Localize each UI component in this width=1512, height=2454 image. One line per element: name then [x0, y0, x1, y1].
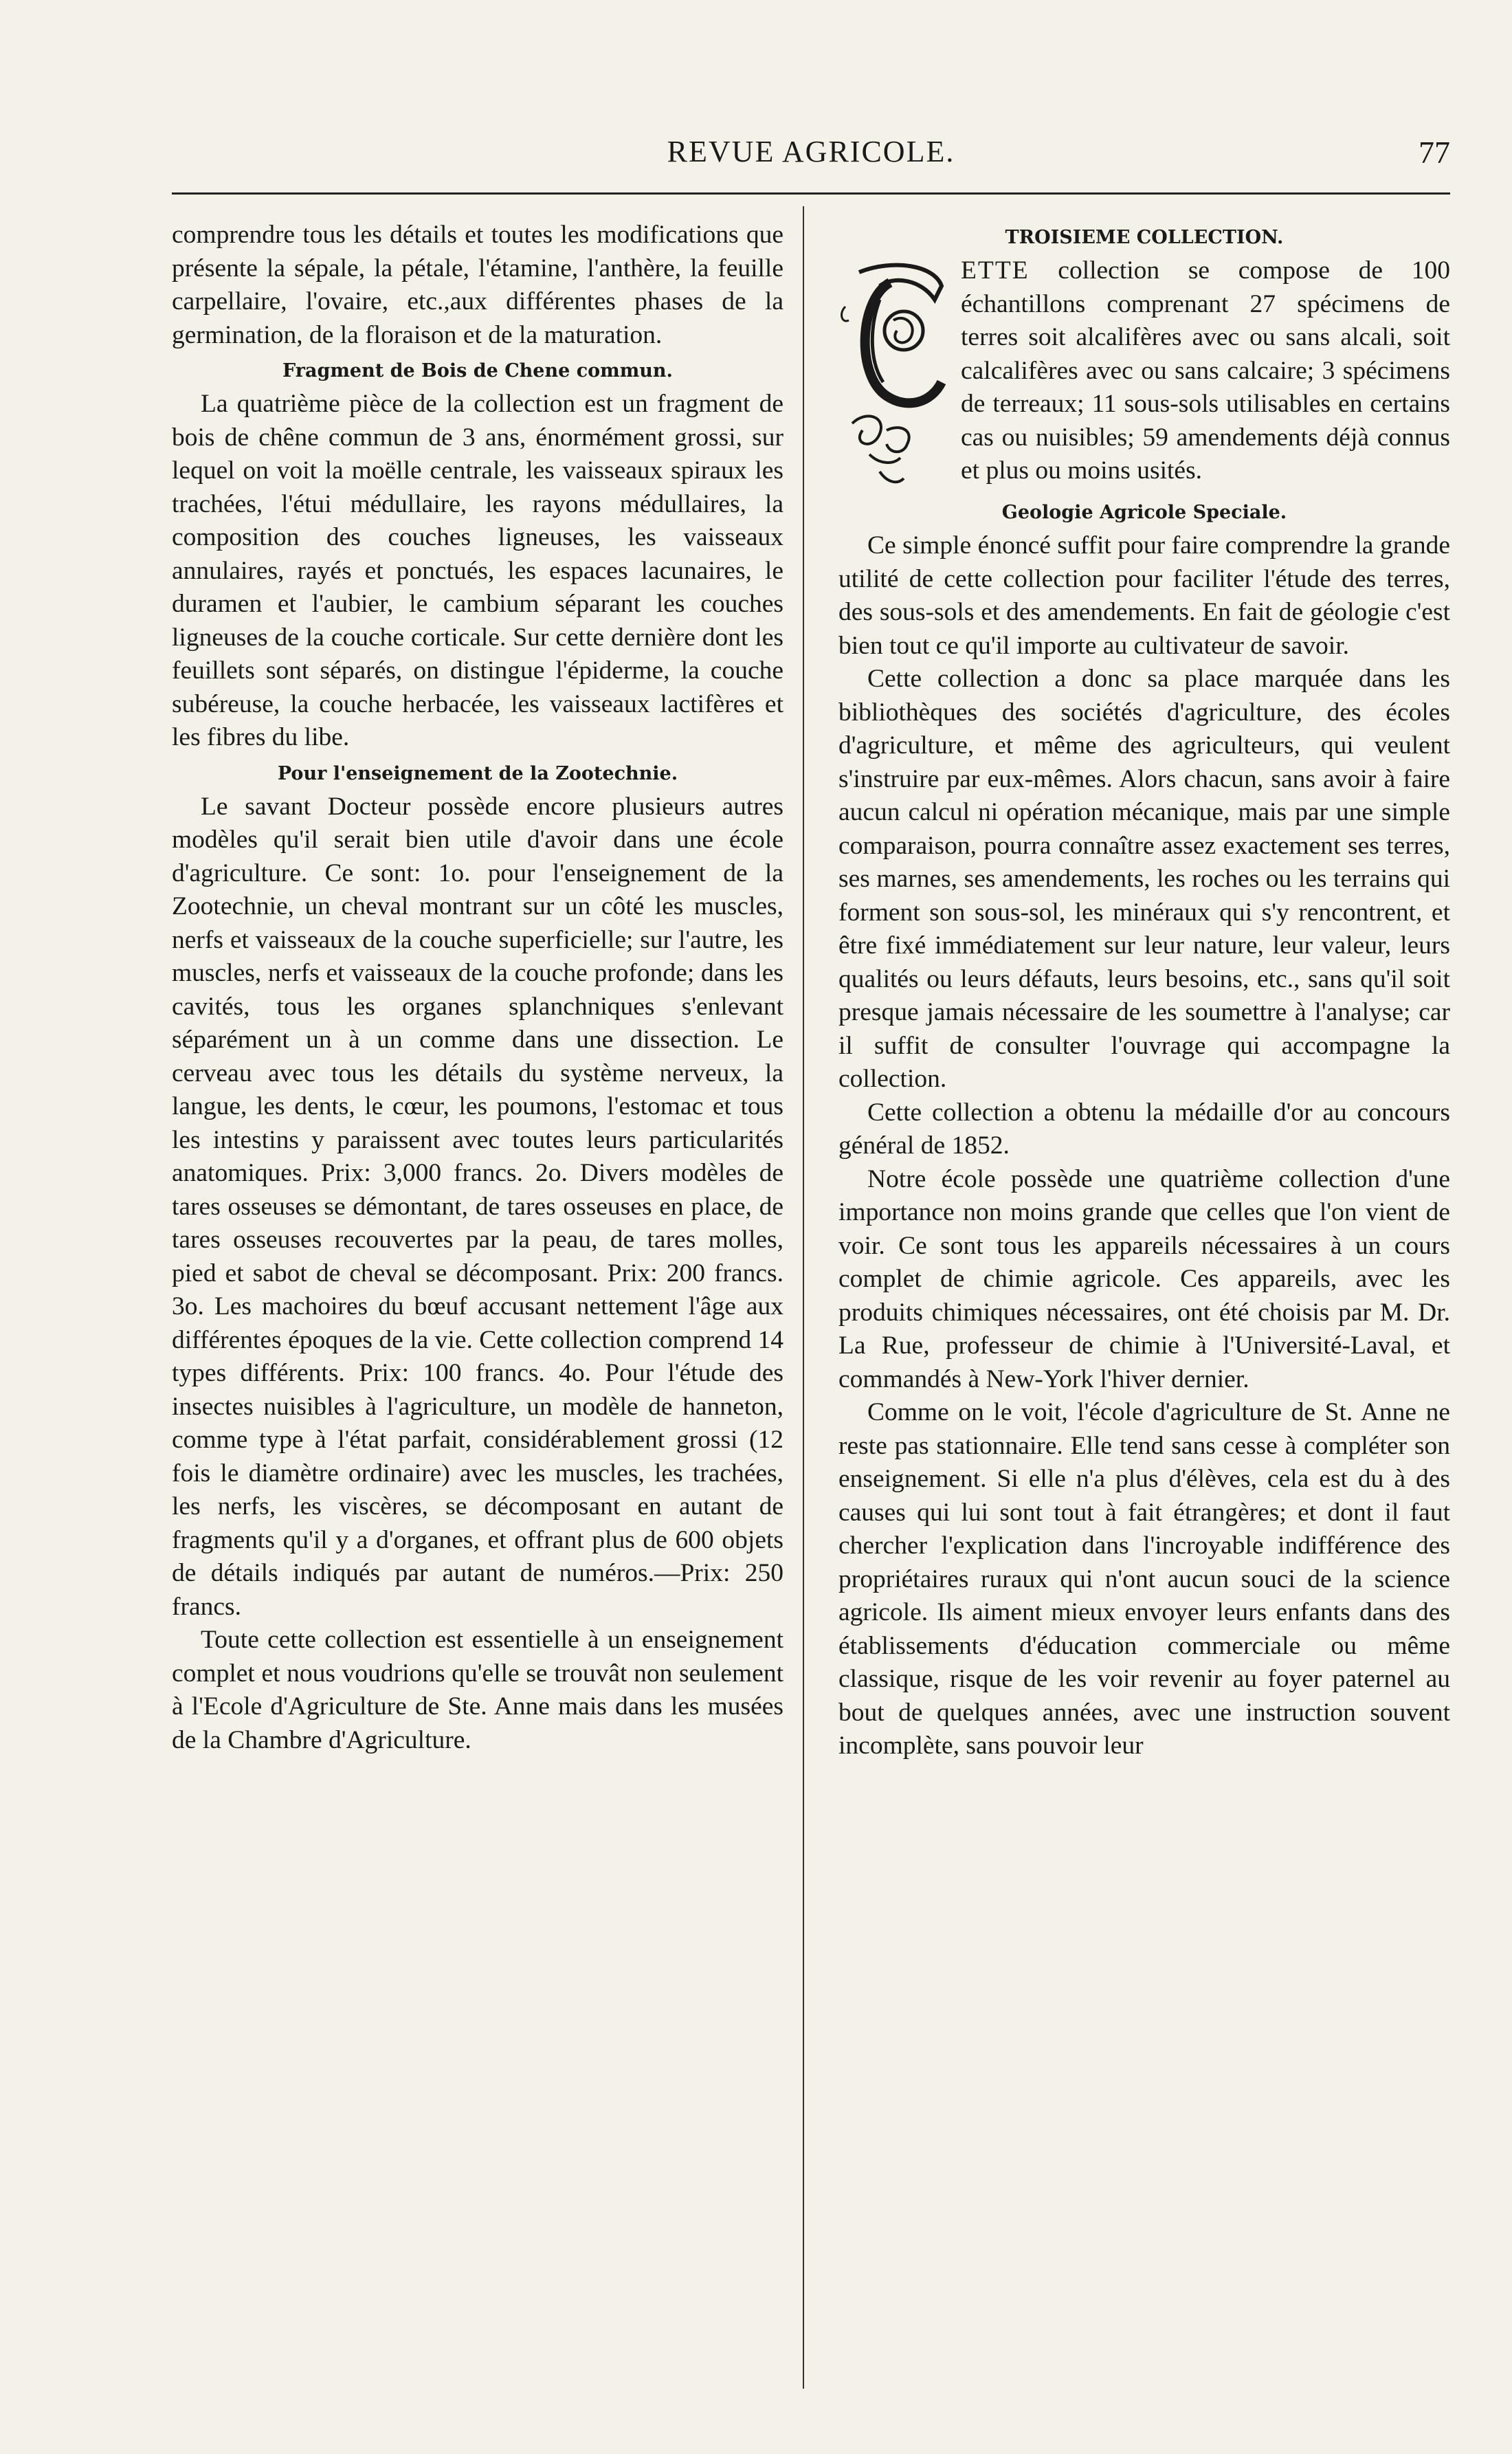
paragraph: Comme on le voit, l'école d'agriculture de St. Anne ne reste pas stationnaire. Elle tend sans cesse à compléter son enseignement. Si elle n'a plus d'élèves, cela est du à des causes qui lui sont tout à fait étrangères; et dont il faut chercher l'explication dans l'incroyable indifférence des propriétaires ruraux qui n'ont aucun souci de la science agricole. Ils aiment mieux envoyer leurs enfants dans des établissements d'éducation commerciale ou même classique, risque de les voir revenir au foyer paternel au bout de quelques années, avec une instruction souvent incomplète, sans pouvoir leur: [838, 1398, 1450, 1760]
section-heading: Fragment de Bois de Chene commun.: [282, 360, 673, 382]
section-heading: Pour l'enseignement de la Zootechnie.: [277, 762, 678, 784]
right-column: [838, 219, 1450, 1763]
paragraph: Ce simple énoncé suffit pour faire comprendre la grande utilité de cette collection pour faciliter l'étude des terres, des sous-sols et des amendements. En fait de géologie c'est bien tout ce qu'il importe au cultivateur de savoir.: [838, 531, 1450, 660]
page-header: [172, 134, 1450, 182]
left-column: [172, 219, 783, 1757]
page-number: 77: [1419, 135, 1450, 170]
paragraph-text: collection se compose de 100 échantillons comprenant 27 spécimens de terres soit alcalifères avec ou sans alcali, soit calcalifères avec ou sans calcaire; 3 spécimens de terreaux; 11 sous-sols utilisables en certains cas ou nuisibles; 59 amendements déjà connus et plus ou moins usités.: [961, 256, 1450, 485]
running-title: REVUE AGRICOLE.: [667, 135, 955, 168]
paragraph: Notre école possède une quatrième collection d'une importance non moins grande que celles que l'on vient de voir. Ce sont tous les appareils nécessaires à un cours complet de chimie agricole. Ces appareils, avec les produits chimiques nécessaires, ont été choisis par M. Dr. La Rue, professeur de chimie à l'Université-Laval, et commandés à New-York l'hiver dernier.: [838, 1164, 1450, 1393]
paragraph: Le savant Docteur possède encore plusieurs autres modèles qu'il serait bien utile d'avoir dans une école d'agriculture. Ce sont: 1o. pour l'enseignement de la Zootechnie, un cheval montrant sur un côté les muscles, nerfs et vaisseaux de la couche superficielle; sur l'autre, les muscles, nerfs et vaisseaux de la couche profonde; dans les cavités, tous les organes splanchniques s'enlevant séparément un à un comme dans une dissection. Le cerveau avec tous les détails du système nerveux, la langue, les dents, le cœur, les poumons, l'estomac et tous les intestins y paraissent avec toutes leurs particularités anatomiques. Prix: 3,000 francs. 2o. Divers modèles de tares osseuses se démontant, de tares osseuses en place, de tares osseuses recouvertes par la peau, de tares molles, pied et sabot de cheval se décomposant. Prix: 200 francs. 3o. Les machoires du bœuf accusant nettement l'âge aux différentes époques de la vie. Cette collection comprend 14 types différents. Prix: 100 francs. 4o. Pour l'étude des insectes nuisibles à l'agriculture, un modèle de hanneton, comme type à l'état parfait, considérablement grossi (12 fois le diamètre ordinaire) avec les muscles, les trachées, les nerfs, les viscères, se décomposant en autant de fragments qu'il y a d'organes, et offrant plus de 600 objets de détails indiqués par autant de numéros.—Prix: 250 francs.: [172, 792, 783, 1621]
column-divider: [803, 206, 804, 2389]
paragraph: Cette collection a obtenu la médaille d'or au concours général de 1852.: [838, 1098, 1450, 1160]
first-word: ETTE: [961, 256, 1030, 285]
paragraph: Cette collection a donc sa place marquée dans les bibliothèques des sociétés d'agriculture, des écoles d'agriculture, et même des agriculteurs, qui veulent s'instruire par eux-mêmes. Alors chacun, sans avoir à faire aucun calcul ni opération mécanique, mais par une simple comparaison, pourra connaître assez exactement ses terres, ses marnes, ses amendements, les roches ou les terrains qui forment son sous-sol, les minéraux qui s'y rencontrent, et être fixé immédiatement sur leur nature, leur valeur, leurs qualités ou leurs défauts, leurs besoins, etc., sans qu'il soit presque jamais nécessaire de les soumettre à l'analyse; car il suffit de consulter l'ouvrage qui accompagne la collection.: [838, 665, 1450, 1093]
ornamental-initial-icon: [838, 258, 948, 499]
header-rule: [172, 192, 1450, 195]
section-heading: Geologie Agricole Speciale.: [1001, 502, 1287, 523]
paragraph: Toute cette collection est essentielle à un enseignement complet et nous voudrions qu'elle se trouvât non seulement à l'Ecole d'Agriculture de Ste. Anne mais dans les musées de la Chambre d'Agriculture.: [172, 1626, 783, 1754]
opening-paragraph: [838, 254, 1450, 488]
paragraph: comprendre tous les détails et toutes les modifications que présente la sépale, la pétale, l'étamine, l'anthère, la feuille carpellaire, l'ovaire, etc.,aux différentes phases de la germination, de la floraison et de la maturation.: [172, 221, 783, 349]
section-heading: TROISIEME COLLECTION.: [1005, 227, 1284, 248]
paragraph: La quatrième pièce de la collection est un fragment de bois de chêne commun de 3 ans, énormément grossi, sur lequel on voit la moëlle centrale, les vaisseaux spiraux les trachées, l'étui médullaire, les rayons médullaires, la composition des couches ligneuses, les vaisseaux annulaires, rayés et ponctués, les espaces lacunaires, le duramen et l'aubier, le cambium séparant les couches ligneuses de la couche corticale. Sur cette dernière dont les feuillets sont séparés, on distingue l'épiderme, la couche subéreuse, la couche herbacée, les vaisseaux lactifères et les fibres du libe.: [172, 390, 783, 751]
